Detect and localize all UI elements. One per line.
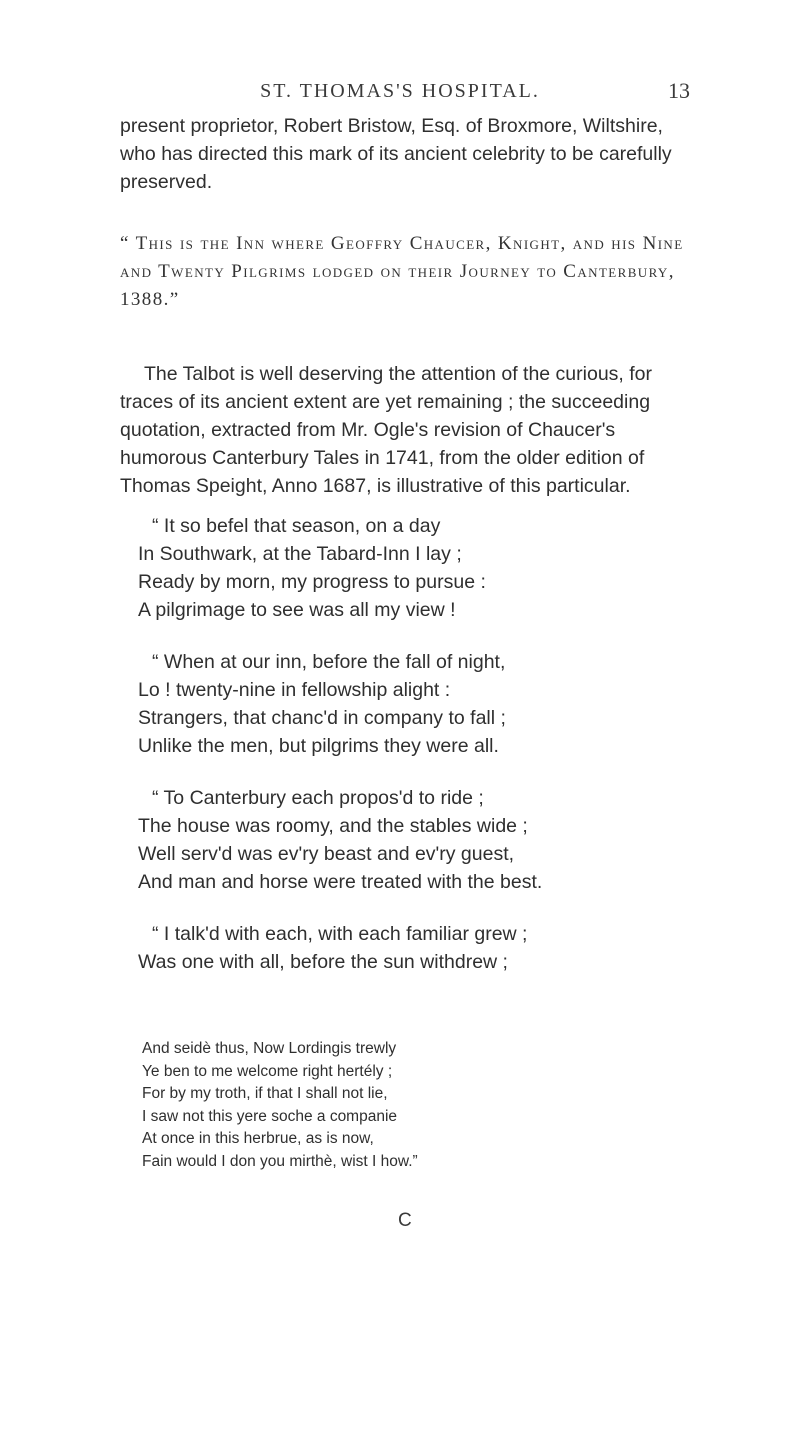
verse-stanza-3 [138,784,698,896]
signature-mark: C [398,1210,412,1231]
quotation-line: And seidè thus, Now Lordingis trewly [142,1040,397,1057]
quotation-line: Ye ben to me welcome right hertély ; [142,1062,393,1080]
verse-line: Strangers, that chanc'd in company to fall ; [138,707,506,729]
verse-line: “ When at our inn, before the fall of night, [152,651,506,673]
verse-stanza-1 [138,512,698,624]
quotation-line: I saw not this yere soche a companie [142,1107,398,1125]
quotation-line: Fain would I don you mirthè, wist I how.” [142,1152,418,1170]
verse-line: A pilgrimage to see was all my view ! [138,599,456,621]
verse-line: Well serv'd was ev'ry beast and ev'ry guest, [138,843,515,865]
old-english-quotation [142,1038,682,1173]
verse-line: Ready by morn, my progress to pursue : [138,571,486,593]
verse-line: “ To Canterbury each propos'd to ride ; [152,787,484,809]
page-number: 13 [668,78,690,103]
running-head: ST. THOMAS'S HOSPITAL. [260,80,540,102]
verse-line: Unlike the men, but pilgrims they were all. [138,735,499,757]
verse-line: In Southwark, at the Tabard-Inn I lay ; [138,543,462,565]
verse-line: Was one with all, before the sun withdrew ; [138,951,508,973]
verse-line: And man and horse were treated with the best. [138,871,543,893]
verse-line: “ It so befel that season, on a day [152,515,441,537]
verse-line: Lo ! twenty-nine in fellowship alight : [138,679,451,701]
verse-line: “ I talk'd with each, with each familiar grew ; [152,923,528,945]
verse-line: The house was roomy, and the stables wide ; [138,815,528,837]
quotation-line: For by my troth, if that I shall not lie, [142,1085,388,1102]
paragraph-2: The Talbot is well deserving the attention of the curious, for traces of its ancient extent are yet remaining ; the succeeding quotation, extracted from Mr. Ogle's revision of Chaucer's humorous Canterbury Tales in 1741, from the older edition of Thomas Speight, Anno 1687, is illustrative of this particular. [120,363,653,497]
verse-stanza-2 [138,648,698,760]
paragraph-1: present proprietor, Robert Bristow, Esq. of Broxmore, Wiltshire, who has directed this mark of its ancient celebrity to be carefully preserved. [120,115,672,193]
quotation-line: At once in this herbrue, as is now, [142,1130,374,1147]
verse-stanza-4 [138,920,698,976]
inn-inscription: “ This is the Inn where Geoffry Chaucer, Knight, and his Nine and Twenty Pilgrims lodged on their Journey to Canterbury, 1388.” [120,233,684,310]
